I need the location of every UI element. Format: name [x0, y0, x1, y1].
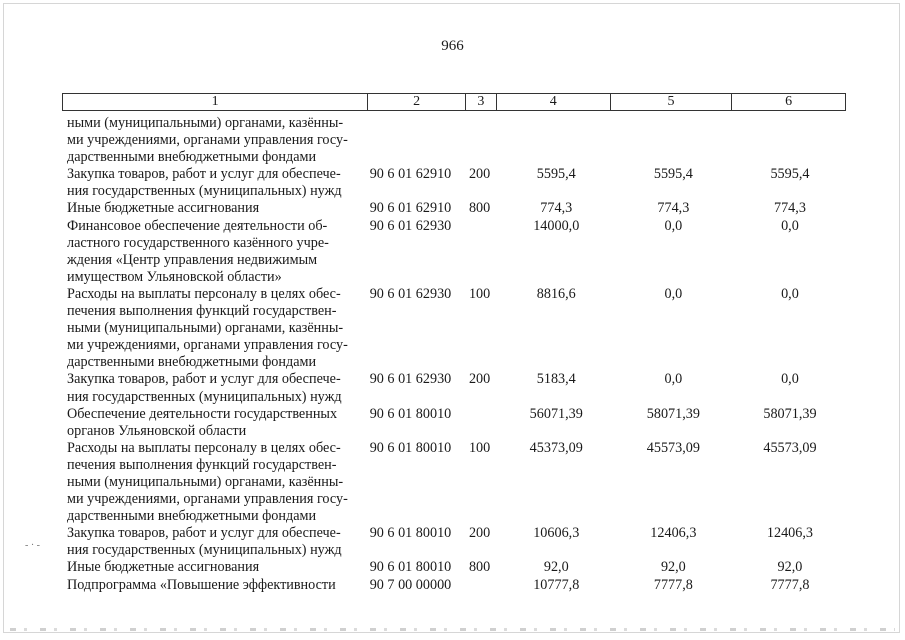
row-name-line: ными (муниципальными) органами, казённы- — [67, 473, 344, 490]
row-sum-col4: 56071,39 — [529, 405, 583, 422]
table-row — [62, 218, 846, 286]
row-sum-col4: 10777,8 — [533, 576, 580, 593]
row-name-line: печения выполнения функций государствен- — [67, 456, 337, 473]
row-sum-col6: 12406,3 — [766, 525, 813, 542]
row-sum-col4: 5595,4 — [536, 166, 576, 183]
row-name-line: Расходы на выплаты персоналу в целях обес- — [67, 439, 341, 456]
header-col-6: 6 — [785, 94, 793, 109]
row-name — [62, 406, 364, 440]
header-col-1: 1 — [63, 94, 368, 110]
row-sum-col6: 774,3 — [773, 200, 806, 217]
row-sum-col6: 58071,39 — [763, 405, 817, 422]
row-name-line: ния государственных (муниципальных) нужд — [67, 183, 342, 200]
row-code: 90 6 01 62930 — [369, 371, 452, 388]
row-sum-col6: 0,0 — [781, 285, 799, 302]
row-name-line: ния государственных (муниципальных) нужд — [67, 542, 342, 559]
row-name — [62, 559, 364, 576]
row-sum-col6: 5595,4 — [770, 166, 810, 183]
header-col-5: 5 — [611, 94, 733, 110]
row-sum-col4: 8816,6 — [536, 285, 576, 302]
page-number: 966 — [441, 38, 464, 54]
row-name-line: дарственными внебюджетными фондами — [67, 508, 317, 525]
row-sum-col6: 92,0 — [777, 559, 803, 576]
row-name-line: Закупка товаров, работ и услуг для обеспече- — [67, 525, 341, 542]
row-expense-type: 200 — [468, 371, 491, 388]
row-sum-col4: 14000,0 — [533, 217, 580, 234]
row-name — [62, 115, 364, 166]
row-name-line: дарственными внебюджетными фондами — [67, 354, 317, 371]
row-name-line: ми учреждениями, органами управления госу- — [67, 337, 348, 354]
table-row — [62, 115, 846, 166]
row-name-line: имуществом Ульяновской области» — [67, 268, 282, 285]
row-expense-type: 200 — [468, 525, 491, 542]
table-row — [62, 577, 846, 594]
table-row — [62, 525, 846, 559]
row-code: 90 6 01 62930 — [369, 285, 452, 302]
row-sum-col5: 92,0 — [660, 559, 686, 576]
scan-edge-artifact — [10, 628, 895, 631]
row-name — [62, 218, 364, 286]
row-sum-col4: 45373,09 — [529, 439, 583, 456]
row-code: 90 6 01 62930 — [369, 217, 452, 234]
row-name-line: Закупка товаров, работ и услуг для обеспече- — [67, 166, 341, 183]
row-name — [62, 371, 364, 405]
table-row — [62, 559, 846, 576]
row-code: 90 6 01 62910 — [369, 166, 452, 183]
row-name-line: Подпрограмма «Повышение эффективности — [67, 576, 336, 593]
row-expense-type: 800 — [468, 559, 491, 576]
table-row — [62, 440, 846, 525]
row-name-line: Обеспечение деятельности государственных — [67, 405, 338, 422]
row-name-line: печения выполнения функций государствен- — [67, 303, 337, 320]
row-sum-col5: 774,3 — [657, 200, 690, 217]
table-row — [62, 406, 846, 440]
row-name-line: ными (муниципальными) органами, казённы- — [67, 320, 344, 337]
row-sum-col5: 0,0 — [664, 285, 683, 302]
scan-artifact: - · - — [25, 540, 40, 551]
row-sum-col4: 10606,3 — [533, 525, 580, 542]
table-row — [62, 200, 846, 217]
row-sum-col6: 0,0 — [781, 217, 799, 234]
row-name-line: ластного государственного казённого учре- — [67, 234, 329, 251]
row-name-line: ми учреждениями, органами управления госу- — [67, 491, 348, 508]
row-sum-col5: 0,0 — [664, 371, 683, 388]
table-row — [62, 166, 846, 200]
row-sum-col5: 12406,3 — [650, 525, 697, 542]
row-name-line: Закупка товаров, работ и услуг для обеспече- — [67, 371, 341, 388]
row-sum-col4: 774,3 — [540, 200, 573, 217]
row-name-line: ными (муниципальными) органами, казённы- — [67, 115, 344, 131]
row-expense-type: 800 — [468, 200, 491, 217]
header-col-4: 4 — [497, 94, 611, 110]
row-name-line: Иные бюджетные ассигнования — [67, 559, 260, 576]
row-name-line: ми учреждениями, органами управления госу- — [67, 132, 348, 149]
row-sum-col5: 45573,09 — [646, 439, 700, 456]
row-sum-col5: 58071,39 — [646, 405, 700, 422]
row-name — [62, 286, 364, 371]
table-row — [62, 286, 846, 371]
row-sum-col6: 45573,09 — [763, 439, 817, 456]
row-name — [62, 200, 364, 217]
row-name — [62, 525, 364, 559]
row-sum-col5: 7777,8 — [653, 576, 693, 593]
row-code: 90 6 01 80010 — [369, 525, 452, 542]
table-row — [62, 371, 846, 405]
row-sum-col6: 0,0 — [781, 371, 799, 388]
row-name-line: Расходы на выплаты персоналу в целях обес- — [67, 285, 341, 302]
row-expense-type: 200 — [468, 166, 491, 183]
row-sum-col6: 7777,8 — [770, 576, 810, 593]
row-name-line: ния государственных (муниципальных) нужд — [67, 388, 342, 405]
row-code: 90 6 01 80010 — [369, 439, 452, 456]
row-sum-col5: 0,0 — [664, 217, 683, 234]
row-code: 90 6 01 80010 — [369, 559, 452, 576]
header-col-2: 2 — [368, 94, 466, 110]
row-sum-col5: 5595,4 — [653, 166, 693, 183]
row-expense-type: 100 — [468, 439, 491, 456]
row-name — [62, 166, 364, 200]
header-col-3: 3 — [466, 94, 497, 110]
row-code: 90 6 01 62910 — [369, 200, 452, 217]
row-name-line: дарственными внебюджетными фондами — [67, 149, 317, 166]
row-name — [62, 577, 364, 594]
table-body — [62, 115, 846, 594]
row-code: 90 6 01 80010 — [369, 405, 452, 422]
row-sum-col4: 92,0 — [543, 559, 569, 576]
row-code: 90 7 00 00000 — [369, 576, 452, 593]
row-expense-type: 100 — [468, 285, 491, 302]
row-name-line: Финансовое обеспечение деятельности об- — [67, 217, 328, 234]
row-name-line: ждения «Центр управления недвижимым — [67, 251, 318, 268]
row-name — [62, 440, 364, 525]
row-sum-col4: 5183,4 — [536, 371, 576, 388]
row-name-line: органов Ульяновской области — [67, 422, 247, 439]
row-name-line: Иные бюджетные ассигнования — [67, 200, 260, 217]
table-header — [62, 93, 846, 111]
